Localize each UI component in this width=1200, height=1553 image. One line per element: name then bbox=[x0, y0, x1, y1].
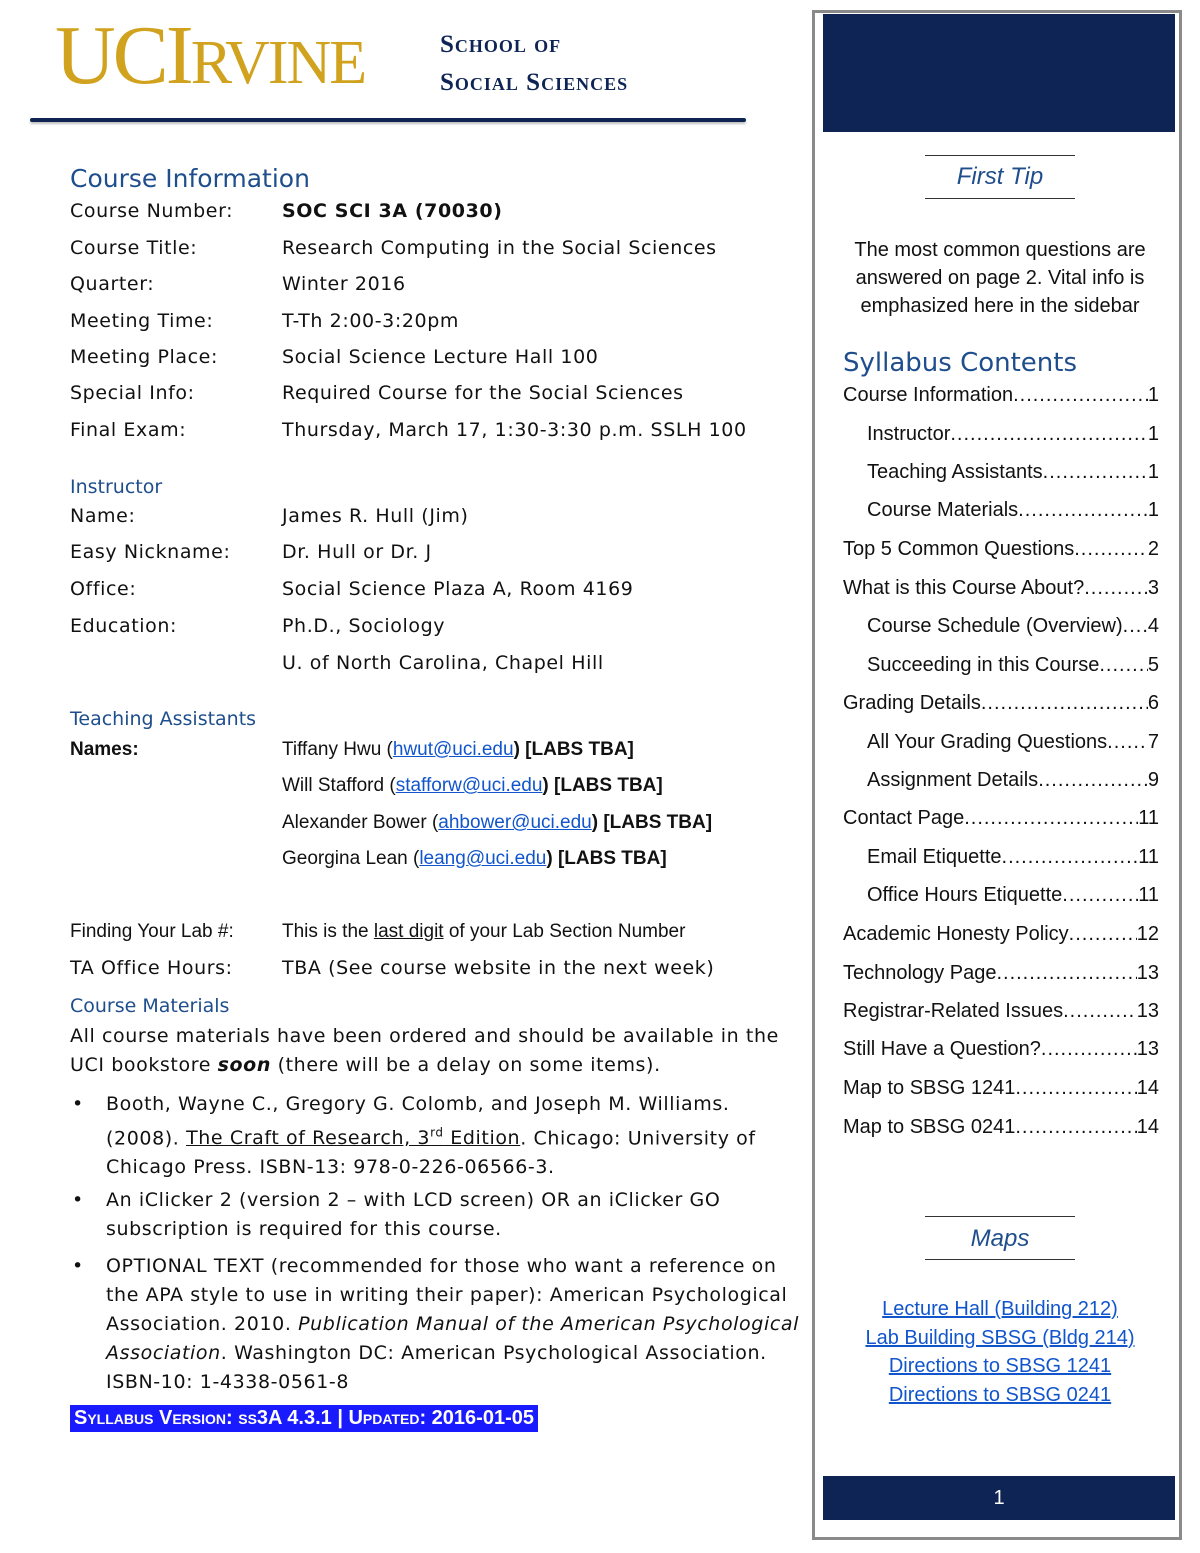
quarter-value: Winter 2016 bbox=[282, 273, 406, 295]
nickname-value: Dr. Hull or Dr. J bbox=[282, 541, 432, 563]
toc-item[interactable]: Course Materials ..... 1 bbox=[867, 499, 1159, 522]
ta-entry: Tiffany Hwu (hwut@uci.edu) [LABS TBA] bbox=[282, 739, 634, 760]
map-link-sbsg-0241[interactable]: Directions to SBSG 0241 bbox=[888, 1384, 1112, 1406]
education-label: Education: bbox=[70, 615, 177, 637]
office-value: Social Science Plaza A, Room 4169 bbox=[282, 578, 634, 600]
syllabus-contents-heading: Syllabus Contents bbox=[843, 348, 1078, 378]
instructor-heading: Instructor bbox=[70, 476, 163, 498]
toc-item[interactable]: Course Schedule (Overview) ..... 4 bbox=[867, 615, 1159, 638]
toc-item[interactable]: Top 5 Common Questions ..... 2 bbox=[843, 538, 1159, 561]
maps-rule-top bbox=[925, 1216, 1075, 1217]
toc-item[interactable]: Registrar-Related Issues ..... 13 bbox=[843, 1000, 1159, 1023]
ta-entry: Will Stafford (stafforw@uci.edu) [LABS TBA] bbox=[282, 775, 663, 796]
uc-irvine-logo: UCIRVINE bbox=[55, 9, 366, 102]
ta-email-link[interactable]: stafforw@uci.edu bbox=[395, 775, 543, 796]
instructor-name-value: James R. Hull (Jim) bbox=[282, 505, 469, 527]
ta-entry: Georgina Lean (leang@uci.edu) [LABS TBA] bbox=[282, 848, 667, 869]
header-rule bbox=[30, 118, 746, 122]
ta-email-link[interactable]: hwut@uci.edu bbox=[392, 739, 514, 760]
ta-office-hours-value: TBA (See course website in the next week) bbox=[282, 957, 715, 979]
syllabus-version: Syllabus Version: ss3A 4.3.1 | Updated: 2016-01-05 bbox=[70, 1405, 538, 1432]
toc-item[interactable]: What is this Course About? ..... 3 bbox=[843, 577, 1159, 600]
toc-item[interactable]: Course Information ..... 1 bbox=[843, 384, 1159, 407]
toc-item[interactable]: Contact Page ..... 11 bbox=[843, 807, 1159, 830]
ta-office-hours-label: TA Office Hours: bbox=[70, 957, 233, 979]
toc-item[interactable]: Map to SBSG 0241 ..... 14 bbox=[843, 1116, 1159, 1139]
ta-names-label: Names: bbox=[70, 739, 139, 760]
toc-item[interactable]: Succeeding in this Course ..... 5 bbox=[867, 654, 1159, 677]
materials-bullet-book: • Booth, Wayne C., Gregory G. Colomb, and Joseph M. Williams. (2008). The Craft of Research, 3rd Edition. Chicago: University of Chicago Press. ISBN-13: 978-0-226-06566-3. bbox=[72, 1093, 756, 1179]
toc-item[interactable]: Technology Page ..... 13 bbox=[843, 962, 1159, 985]
tip-rule-top bbox=[925, 155, 1075, 156]
special-info-value: Required Course for the Social Sciences bbox=[282, 382, 684, 404]
toc-item[interactable]: Email Etiquette ..... 11 bbox=[867, 846, 1159, 869]
teaching-assistants-heading: Teaching Assistants bbox=[70, 708, 257, 730]
meeting-place-value: Social Science Lecture Hall 100 bbox=[282, 346, 599, 368]
meeting-time-value: T-Th 2:00-3:20pm bbox=[282, 310, 460, 332]
ta-email-link[interactable]: leang@uci.edu bbox=[419, 848, 547, 869]
materials-intro: All course materials have been ordered and should be available in the UCI bookstore soon (there will be a delay on some items). bbox=[70, 1025, 779, 1076]
course-information-heading: Course Information bbox=[70, 164, 310, 193]
ta-email-link[interactable]: ahbower@uci.edu bbox=[438, 812, 592, 833]
tip-rule-bottom bbox=[925, 198, 1075, 199]
materials-bullet-iclicker: • An iClicker 2 (version 2 – with LCD screen) OR an iClicker GO subscription is required for this course. bbox=[72, 1189, 721, 1240]
meeting-place-label: Meeting Place: bbox=[70, 346, 218, 368]
page-number: 1 bbox=[823, 1476, 1175, 1520]
course-number-value: SOC SCI 3A (70030) bbox=[282, 200, 503, 222]
toc-item[interactable]: Still Have a Question? ..... 13 bbox=[843, 1038, 1159, 1061]
special-info-label: Special Info: bbox=[70, 382, 195, 404]
sidebar-header-bar bbox=[823, 14, 1175, 132]
school-name: School of Social Sciences bbox=[440, 31, 629, 96]
toc-item[interactable]: Office Hours Etiquette ..... 11 bbox=[867, 884, 1159, 907]
meeting-time-label: Meeting Time: bbox=[70, 310, 214, 332]
toc-item[interactable]: Grading Details ..... 6 bbox=[843, 692, 1159, 715]
education-value: Ph.D., Sociology bbox=[282, 615, 446, 637]
first-tip-text: The most common questions are answered on page 2. Vital info is emphasized here in the sidebar bbox=[854, 239, 1146, 317]
toc-item[interactable]: Map to SBSG 1241 ..... 14 bbox=[843, 1077, 1159, 1100]
toc-item[interactable]: Instructor ..... 1 bbox=[867, 423, 1159, 446]
maps-rule-bottom bbox=[925, 1259, 1075, 1260]
final-exam-value: Thursday, March 17, 1:30-3:30 p.m. SSLH 100 bbox=[282, 419, 747, 441]
office-label: Office: bbox=[70, 578, 137, 600]
first-tip-title: First Tip bbox=[956, 163, 1044, 190]
ta-entry: Alexander Bower (ahbower@uci.edu) [LABS TBA] bbox=[282, 812, 713, 833]
final-exam-label: Final Exam: bbox=[70, 419, 187, 441]
quarter-label: Quarter: bbox=[70, 273, 155, 295]
materials-bullet-optional: • OPTIONAL TEXT (recommended for those who want a reference on the APA style to use in writing their paper): American Psychological Association. 2010. Publication Manual of the American Psychological Association. Washington DC: American Psychological Association. ISBN-10: 1-4338-0561-8 bbox=[72, 1255, 799, 1393]
map-link-lecture-hall[interactable]: Lecture Hall (Building 212) bbox=[882, 1298, 1118, 1320]
instructor-name-label: Name: bbox=[70, 505, 136, 527]
course-number-label: Course Number: bbox=[70, 200, 234, 222]
education-school-value: U. of North Carolina, Chapel Hill bbox=[282, 652, 604, 674]
toc-item[interactable]: Academic Honesty Policy ..... 12 bbox=[843, 923, 1159, 946]
finding-lab-label: Finding Your Lab #: bbox=[70, 921, 234, 942]
course-title-label: Course Title: bbox=[70, 237, 198, 259]
toc-item[interactable]: Teaching Assistants ..... 1 bbox=[867, 461, 1159, 484]
maps-title: Maps bbox=[970, 1225, 1030, 1252]
course-materials-heading: Course Materials bbox=[70, 995, 230, 1017]
nickname-label: Easy Nickname: bbox=[70, 541, 231, 563]
finding-lab-value: This is the last digit of your Lab Section Number bbox=[282, 921, 686, 942]
toc-item[interactable]: All Your Grading Questions ..... 7 bbox=[867, 731, 1159, 754]
map-link-sbsg-1241[interactable]: Directions to SBSG 1241 bbox=[888, 1355, 1112, 1377]
map-link-lab-building[interactable]: Lab Building SBSG (Bldg 214) bbox=[865, 1327, 1135, 1349]
course-title-value: Research Computing in the Social Sciences bbox=[282, 237, 717, 259]
toc-item[interactable]: Assignment Details ..... 9 bbox=[867, 769, 1159, 792]
